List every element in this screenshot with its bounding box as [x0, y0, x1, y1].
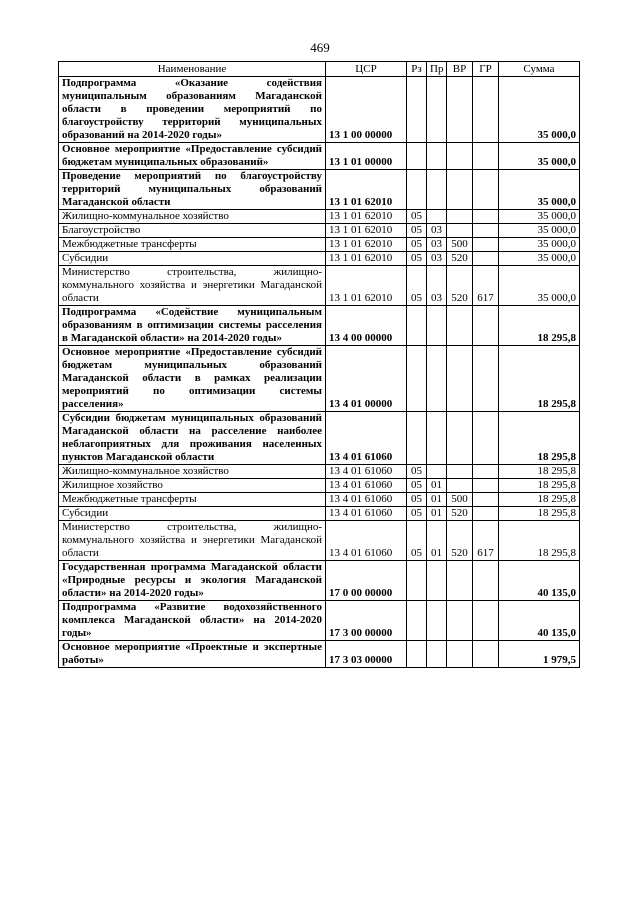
cell-vr — [447, 601, 473, 641]
cell-gr: 617 — [473, 521, 499, 561]
cell-pr — [427, 641, 447, 668]
cell-gr — [473, 77, 499, 143]
header-sum: Сумма — [499, 62, 580, 77]
cell-vr: 520 — [447, 521, 473, 561]
cell-sum: 40 135,0 — [499, 601, 580, 641]
cell-vr: 520 — [447, 266, 473, 306]
cell-gr — [473, 306, 499, 346]
cell-rz — [407, 561, 427, 601]
cell-sum: 18 295,8 — [499, 479, 580, 493]
cell-vr — [447, 641, 473, 668]
cell-rz — [407, 306, 427, 346]
cell-rz: 05 — [407, 465, 427, 479]
cell-gr — [473, 479, 499, 493]
cell-gr — [473, 412, 499, 465]
cell-name: Основное мероприятие «Предоставление субсидий бюджетам муниципальных образований» — [59, 143, 326, 170]
cell-sum: 35 000,0 — [499, 143, 580, 170]
cell-pr: 03 — [427, 252, 447, 266]
cell-gr — [473, 210, 499, 224]
table-row — [59, 252, 580, 266]
cell-vr — [447, 561, 473, 601]
cell-code: 13 1 01 62010 — [326, 170, 407, 210]
cell-sum: 18 295,8 — [499, 507, 580, 521]
cell-gr — [473, 493, 499, 507]
cell-name: Министерство строительства, жилищно-коммунального хозяйства и энергетики Магаданской области — [59, 266, 326, 306]
table-row — [59, 521, 580, 561]
cell-vr — [447, 346, 473, 412]
cell-pr — [427, 465, 447, 479]
cell-sum: 40 135,0 — [499, 561, 580, 601]
cell-vr — [447, 412, 473, 465]
cell-code: 13 4 01 61060 — [326, 493, 407, 507]
cell-vr — [447, 479, 473, 493]
cell-sum: 1 979,5 — [499, 641, 580, 668]
cell-pr — [427, 346, 447, 412]
cell-name: Государственная программа Магаданской области «Природные ресурсы и экология Магаданской области» на 2014-2020 годы» — [59, 561, 326, 601]
cell-pr — [427, 412, 447, 465]
cell-vr: 520 — [447, 507, 473, 521]
cell-name: Благоустройство — [59, 224, 326, 238]
cell-pr: 03 — [427, 238, 447, 252]
table-row — [59, 507, 580, 521]
cell-code: 13 4 01 61060 — [326, 465, 407, 479]
cell-rz: 05 — [407, 493, 427, 507]
cell-vr — [447, 170, 473, 210]
cell-gr — [473, 465, 499, 479]
cell-sum: 35 000,0 — [499, 238, 580, 252]
cell-name: Основное мероприятие «Проектные и экспертные работы» — [59, 641, 326, 668]
table-row — [59, 266, 580, 306]
cell-code: 13 1 01 62010 — [326, 238, 407, 252]
cell-name: Министерство строительства, жилищно-коммунального хозяйства и энергетики Магаданской области — [59, 521, 326, 561]
cell-name: Субсидии бюджетам муниципальных образований Магаданской области на расселение наиболее неблагоприятных для проживания населенных пунктов Магаданской области — [59, 412, 326, 465]
cell-name: Жилищное хозяйство — [59, 479, 326, 493]
cell-gr — [473, 507, 499, 521]
cell-pr: 03 — [427, 266, 447, 306]
cell-sum: 35 000,0 — [499, 266, 580, 306]
cell-gr — [473, 238, 499, 252]
cell-sum: 35 000,0 — [499, 77, 580, 143]
cell-vr: 500 — [447, 238, 473, 252]
table-row — [59, 224, 580, 238]
cell-name: Межбюджетные трансферты — [59, 238, 326, 252]
cell-gr — [473, 346, 499, 412]
cell-pr: 01 — [427, 521, 447, 561]
cell-name: Подпрограмма «Развитие водохозяйственного комплекса Магаданской области» на 2014-2020 годы» — [59, 601, 326, 641]
table-row — [59, 493, 580, 507]
cell-rz: 05 — [407, 224, 427, 238]
cell-rz — [407, 601, 427, 641]
cell-pr — [427, 210, 447, 224]
cell-code: 13 4 01 61060 — [326, 412, 407, 465]
cell-vr: 500 — [447, 493, 473, 507]
cell-gr: 617 — [473, 266, 499, 306]
cell-gr — [473, 641, 499, 668]
cell-vr — [447, 77, 473, 143]
cell-code: 13 4 01 61060 — [326, 507, 407, 521]
cell-sum: 35 000,0 — [499, 170, 580, 210]
header-gr: ГР — [473, 62, 499, 77]
cell-pr — [427, 170, 447, 210]
cell-rz — [407, 143, 427, 170]
table-row — [59, 170, 580, 210]
cell-pr — [427, 77, 447, 143]
table-row — [59, 465, 580, 479]
cell-code: 13 1 01 62010 — [326, 252, 407, 266]
cell-rz: 05 — [407, 238, 427, 252]
cell-pr: 03 — [427, 224, 447, 238]
cell-pr — [427, 306, 447, 346]
header-name: Наименование — [59, 62, 326, 77]
cell-vr — [447, 143, 473, 170]
cell-sum: 18 295,8 — [499, 493, 580, 507]
cell-name: Межбюджетные трансферты — [59, 493, 326, 507]
cell-rz — [407, 641, 427, 668]
cell-name: Жилищно-коммунальное хозяйство — [59, 210, 326, 224]
cell-gr — [473, 170, 499, 210]
cell-name: Жилищно-коммунальное хозяйство — [59, 465, 326, 479]
cell-sum: 18 295,8 — [499, 346, 580, 412]
cell-rz: 05 — [407, 507, 427, 521]
cell-rz: 05 — [407, 266, 427, 306]
cell-code: 13 1 01 62010 — [326, 266, 407, 306]
page-number: 469 — [310, 40, 330, 55]
cell-sum: 35 000,0 — [499, 252, 580, 266]
cell-gr — [473, 224, 499, 238]
cell-code: 13 1 01 62010 — [326, 210, 407, 224]
cell-gr — [473, 561, 499, 601]
cell-vr — [447, 465, 473, 479]
cell-vr — [447, 306, 473, 346]
cell-name: Основное мероприятие «Предоставление субсидий бюджетам муниципальных образований Магаданской области в рамках реализации мероприятий по оптимизации системы расселения» — [59, 346, 326, 412]
table-row — [59, 601, 580, 641]
cell-sum: 18 295,8 — [499, 412, 580, 465]
cell-name: Подпрограмма «Содействие муниципальным образованиям в оптимизации системы расселения в Магаданской области» на 2014-2020 годы» — [59, 306, 326, 346]
header-pr: Пр — [427, 62, 447, 77]
cell-name: Субсидии — [59, 252, 326, 266]
cell-sum: 18 295,8 — [499, 306, 580, 346]
cell-pr: 01 — [427, 507, 447, 521]
budget-table — [58, 61, 580, 668]
cell-code: 17 0 00 00000 — [326, 561, 407, 601]
cell-pr — [427, 601, 447, 641]
cell-code: 13 4 00 00000 — [326, 306, 407, 346]
cell-code: 13 4 01 61060 — [326, 479, 407, 493]
table-row — [59, 306, 580, 346]
cell-code: 17 3 00 00000 — [326, 601, 407, 641]
cell-name: Субсидии — [59, 507, 326, 521]
cell-pr: 01 — [427, 479, 447, 493]
cell-pr: 01 — [427, 493, 447, 507]
table-row — [59, 412, 580, 465]
cell-sum: 18 295,8 — [499, 521, 580, 561]
cell-code: 13 1 01 00000 — [326, 143, 407, 170]
cell-code: 13 4 01 00000 — [326, 346, 407, 412]
cell-sum: 35 000,0 — [499, 224, 580, 238]
table-row — [59, 77, 580, 143]
table-row — [59, 479, 580, 493]
cell-name: Подпрограмма «Оказание содействия муниципальным образованиям Магаданской области в проведении мероприятий по благоустройству территорий муниципальных образований на 2014-2020 годы» — [59, 77, 326, 143]
table-row — [59, 346, 580, 412]
cell-rz: 05 — [407, 252, 427, 266]
header-vr: ВР — [447, 62, 473, 77]
cell-name: Проведение мероприятий по благоустройству территорий муниципальных образований Магаданской области — [59, 170, 326, 210]
cell-code: 17 3 03 00000 — [326, 641, 407, 668]
cell-vr: 520 — [447, 252, 473, 266]
cell-rz: 05 — [407, 210, 427, 224]
cell-rz — [407, 412, 427, 465]
cell-sum: 35 000,0 — [499, 210, 580, 224]
cell-pr — [427, 561, 447, 601]
cell-rz — [407, 170, 427, 210]
cell-code: 13 4 01 61060 — [326, 521, 407, 561]
header-code: ЦСР — [326, 62, 407, 77]
cell-gr — [473, 143, 499, 170]
table-row — [59, 238, 580, 252]
table-row — [59, 143, 580, 170]
header-rz: Рз — [407, 62, 427, 77]
cell-sum: 18 295,8 — [499, 465, 580, 479]
cell-vr — [447, 224, 473, 238]
cell-rz: 05 — [407, 479, 427, 493]
cell-rz: 05 — [407, 521, 427, 561]
cell-vr — [447, 210, 473, 224]
cell-rz — [407, 77, 427, 143]
cell-gr — [473, 601, 499, 641]
table-row — [59, 561, 580, 601]
table-row — [59, 641, 580, 668]
table-row — [59, 210, 580, 224]
cell-rz — [407, 346, 427, 412]
cell-code: 13 1 01 62010 — [326, 224, 407, 238]
cell-gr — [473, 252, 499, 266]
table-header-row — [59, 62, 580, 77]
cell-code: 13 1 00 00000 — [326, 77, 407, 143]
cell-pr — [427, 143, 447, 170]
